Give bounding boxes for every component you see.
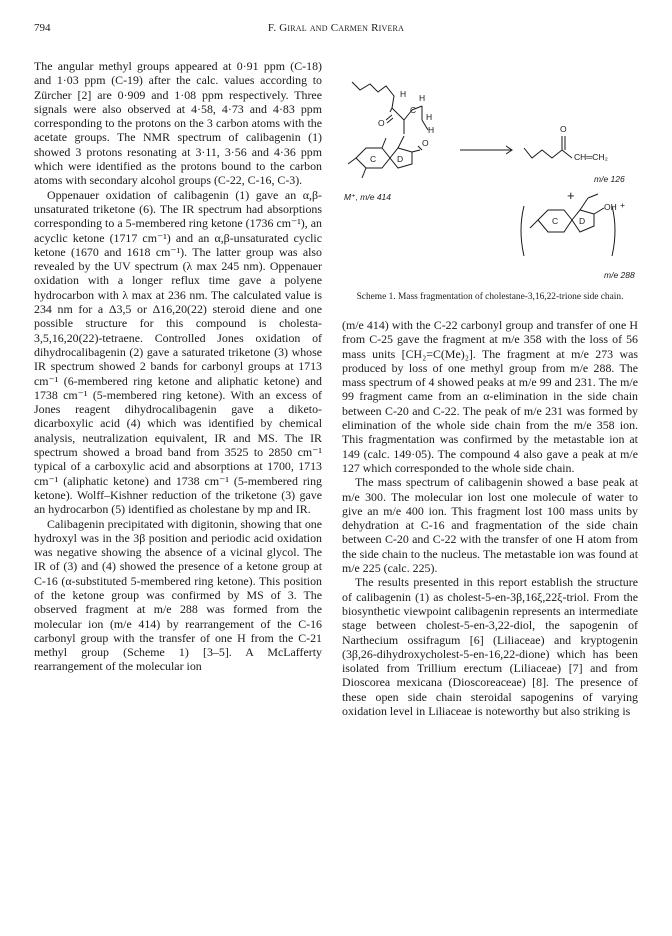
- atom-label: O: [560, 124, 567, 134]
- atom-label: O: [378, 118, 385, 128]
- paragraph: The angular methyl groups appeared at 0·91 ppm (C-18) and 1·03 ppm (C-19) after the calc. values according to Zürcher [2] are 0·909 and 1·08 ppm respectively. Three signals were also observed at 4·58, 4·73 and 4·83 ppm corresponding to the protons on the 3 carbon atoms with the acetate groups. The NMR spectrum of calibagenin (1) showed 3 protons resonating at 3·11, 3·56 and 4·36 ppm which were identified as the protons bound to the carbon atoms with secondary alcohol groups (C-22, C-16, C-3).: [34, 59, 322, 188]
- ring-label: D: [579, 216, 586, 226]
- paragraph: Calibagenin precipitated with digitonin, showing that one hydroxyl was in the 3β position and periodic acid oxidation was negative showing the absence of a vicinal glycol. The IR of (3) and (4) showed the presence of a ketone group at C-16 (α-substituted 5-membered ring ketone). This position of the ketone group was confirmed by MS of 3. The observed fragment at m/e 288 was formed from the molecular ion (m/e 414) by rearrangement of the C-16 carbonyl group with the transfer of one H from the C-21 methyl group (Scheme 1) [3–5]. A McLafferty rearrangement of the molecular ion: [34, 516, 322, 674]
- bond: [580, 198, 588, 210]
- scheme-caption: Scheme 1. Mass fragmentation of cholestane-3,16,22-trione side chain.: [356, 292, 624, 302]
- bond: [382, 138, 386, 148]
- fragment-mass-label: m/e 126: [594, 174, 625, 184]
- bracket-left: [521, 206, 524, 256]
- molecular-ion-label: M⁺, m/e 414: [344, 192, 392, 202]
- bond: [594, 208, 604, 214]
- page-number: 794: [34, 22, 51, 34]
- atom-label: O: [422, 138, 429, 148]
- bond: [348, 158, 356, 164]
- paragraph: Oppenauer oxidation of calibagenin (1) gave an α,β-unsaturated triketone (6). The IR spectrum had absorptions corresponding to a 5-membered ring ketone (1736 cm⁻¹), an acyclic ketone (1717 cm⁻¹) and an α,β-unsaturated cyclic ketone (1670 and 1618 cm⁻¹). The latter group was also revealed by the UV spectrum (λ max 245 nm). Oppenauer oxidation with a longer reflux time gave a polyene hydrocarbon with λ max at 236 nm. The calculated value is 234 nm for a Δ3,5 or Δ16,20(22) steroid diene and one possible structure for this compound is cholesta-3,5,16,20(22)-tetraene. Controlled Jones oxidation of dihydrocalibagenin (2) gave a saturated triketone (3) whose IR spectrum showed 2 bands for carbonyl groups at 1713 cm⁻¹ (6-membered ring ketone and aliphatic ketone) and 1738 cm⁻¹ (5-membered ring ketone). With an excess of Jones reagent dihydrocalibagenin gave a diketo-dicarboxylic acid (4) which was identified by chemical analysis, neutralization equivalent, IR and MS. The IR spectrum showed a broad band from 3525 to 2850 cm⁻¹ typical of a carboxylic acid and absorptions at 1700, 1713 cm⁻¹ (aliphatic ketone) and 1738 cm⁻¹ (5-membered ring ketone). Wolff–Kishner reduction of the triketone (3) gave an hydrocarbon (5) identified as cholestane by mp and IR.: [34, 187, 322, 517]
- paragraph: (m/e 414) with the C-22 carbonyl group and transfer of one H from C-25 gave the fragment at m/e 358 with the loss of 56 mass units [CH₂=C(Me)₂]. The fragment at m/e 273 was produced by loss of one methyl group from m/e 288. The mass spectrum of 4 showed peaks at m/e 99 and 231. The m/e 99 fragment came from an α-elimination in the side chain between C-20 and C-22. The peak of m/e 231 was formed by elimination of the whole side chain from the m/e 358 ion. This fragmentation was confirmed by the metastable ion at 149 (calc. 149·05). The compound 4 also gave a peak at m/e 127 which corresponded to the whole side chain.: [342, 318, 638, 475]
- bond: [362, 168, 366, 178]
- running-head: F. Giral and Carmen Rivera: [267, 22, 405, 34]
- bracket-right: [612, 206, 615, 256]
- atom-label: H: [426, 112, 433, 122]
- bond: [390, 108, 392, 112]
- bond: [588, 194, 598, 198]
- radical-charge: +: [620, 200, 625, 210]
- atom-label: H: [428, 125, 435, 135]
- right-column: [342, 318, 638, 718]
- plus-sign: +: [567, 188, 575, 203]
- scheme-figure: [342, 60, 638, 315]
- bond: [530, 220, 538, 228]
- bond: [392, 108, 404, 120]
- hydroxyl-label: OH: [604, 202, 617, 212]
- ring-label: C: [370, 154, 377, 164]
- bond: [412, 150, 420, 152]
- atom-label: H: [419, 93, 426, 103]
- atom-label: C: [410, 105, 417, 115]
- left-column: [34, 59, 322, 674]
- ion-mass-label: m/e 288: [604, 270, 635, 280]
- side-chain-bonds: [352, 82, 394, 108]
- atom-label: H: [400, 89, 407, 99]
- bond: [398, 136, 404, 148]
- ring-label: D: [397, 154, 404, 164]
- vinyl-label: CH═CH₂: [574, 152, 608, 162]
- paragraph: The mass spectrum of calibagenin showed a base peak at m/e 300. The molecular ion lost one molecule of water to give an m/e 400 ion. This fragment lost 100 mass units by dehydration at C-16 and fragmentation of the side chain between C-20 and C-22 with the transfer of one H atom from the side chain to the nucleus. The metastable ion was found at m/e 225 (calc. 225).: [342, 475, 638, 576]
- paragraph: The results presented in this report establish the structure of calibagenin (1) as cholest-5-en-3β,16ξ,22ξ-triol. From the biosynthetic viewpoint calibagenin represents an intermediate stage between cholest-5-en-3,22-diol, the sapogenin of Narthecium ossifragum [6] (Liliaceae) and kryptogenin (3β,26-dihydroxycholest-5-en-16,22-dione) which has been isolated from Trillium erectum (Liliaceae) [7] and from Dioscorea mexicana (Dioscoreaceae) [8]. The presence of these open side chain steroidal sapogenins of varying oxidation level in Liliaceae is noteworthy but also striking is: [342, 575, 638, 719]
- ring-label: C: [552, 216, 559, 226]
